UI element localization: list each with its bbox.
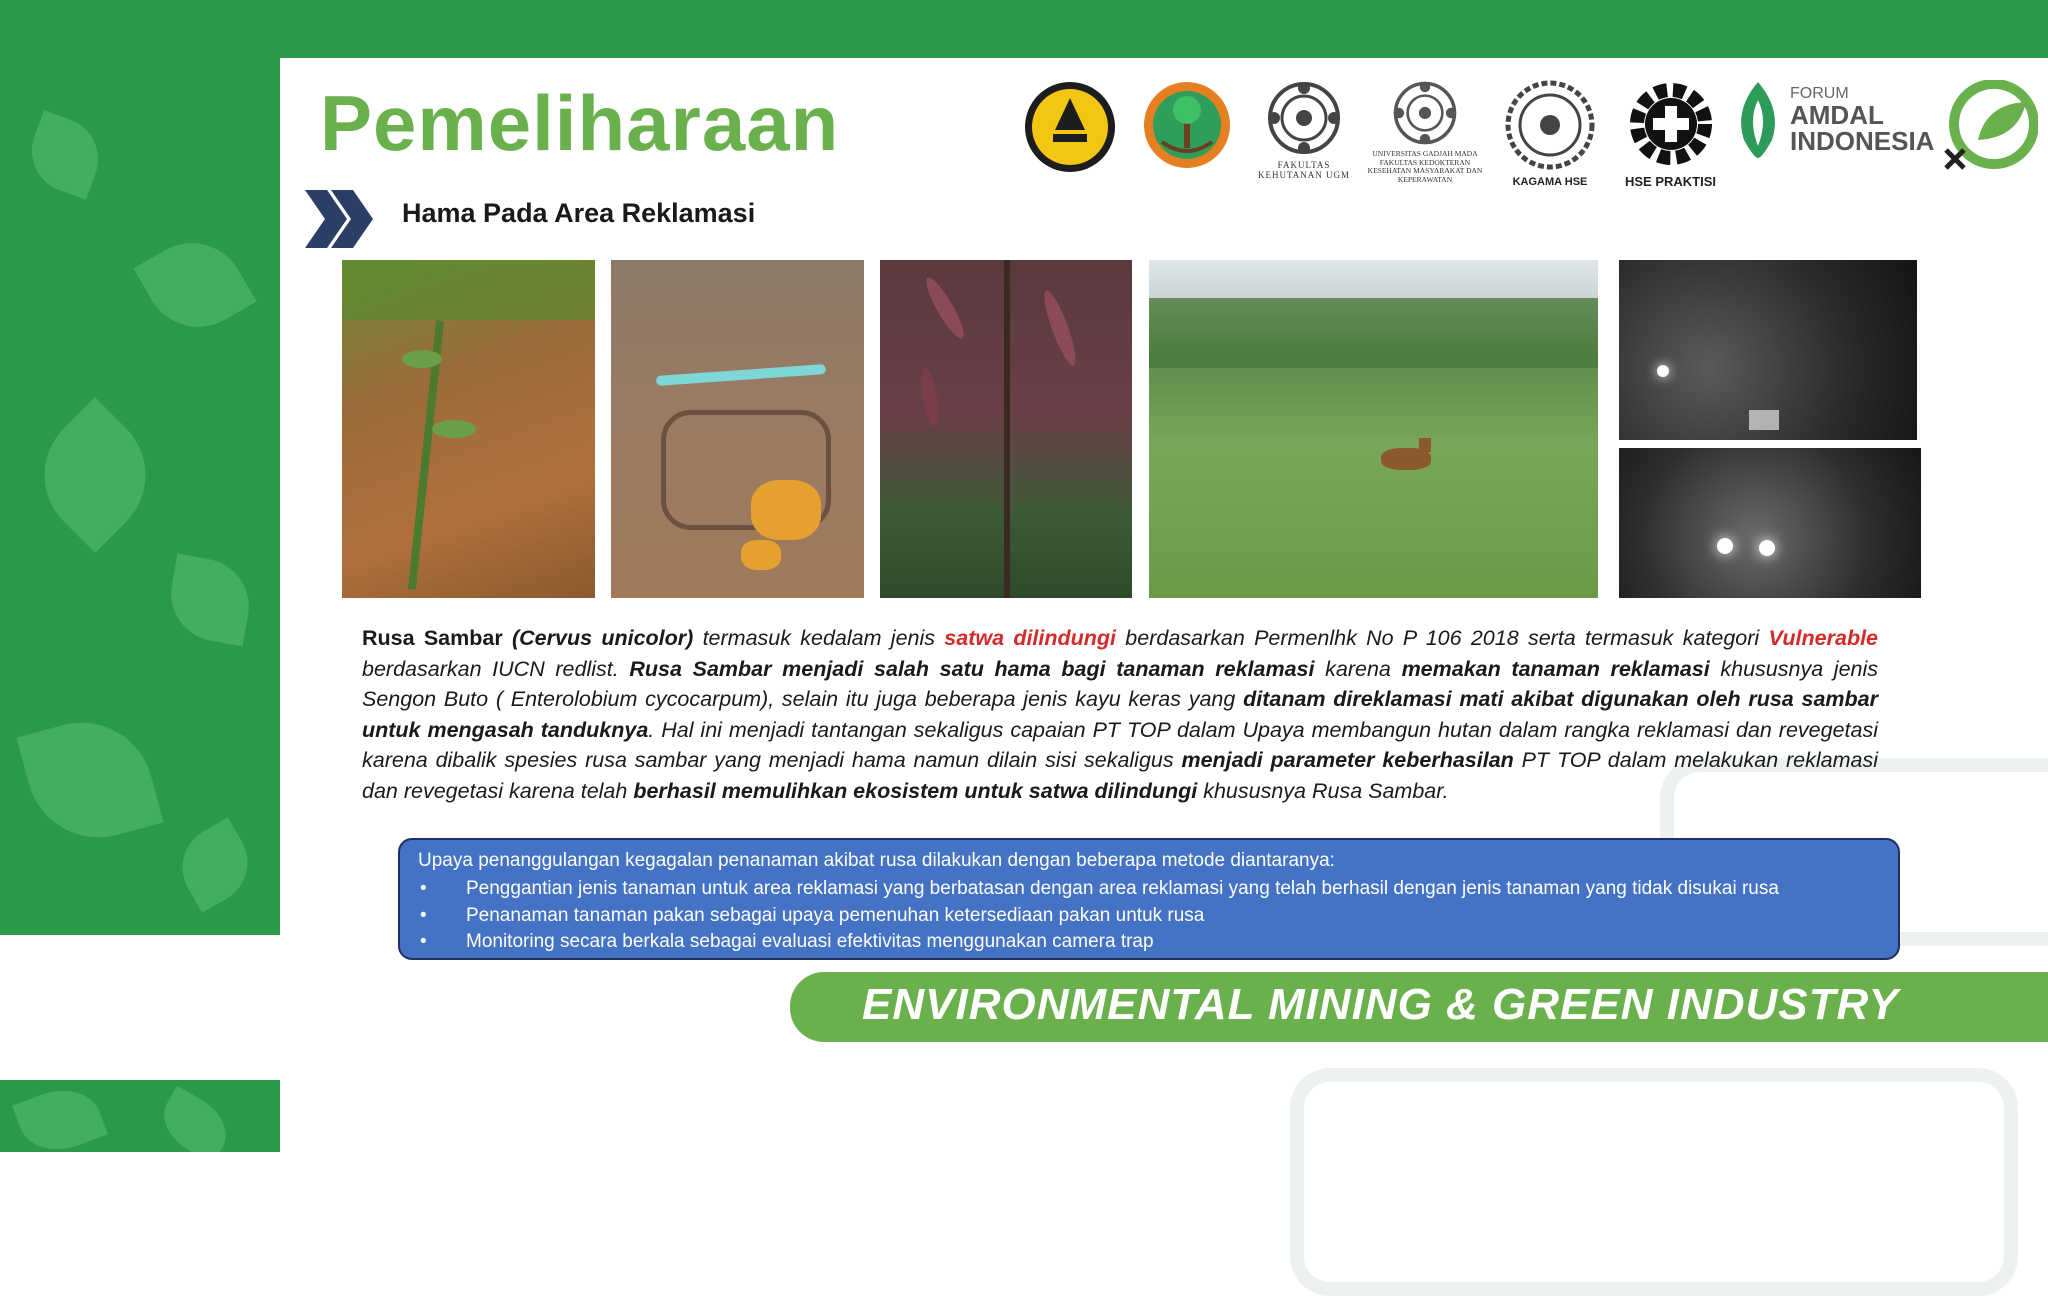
top-green-band [0, 0, 2048, 58]
mining-leaf-logo [1938, 80, 2038, 176]
klhk-logo [1142, 80, 1232, 170]
mitigation-box [398, 838, 1900, 960]
forum-amdal-indonesia-logo: FORUM AMDAL INDONESIA [1732, 80, 1934, 160]
mitigation-intro: Upaya penanggulangan kegagalan penanaman akibat rusa dilakukan dengan beberapa metode diantaranya: [418, 850, 1335, 871]
description-paragraph: Rusa Sambar (Cervus unicolor) termasuk kedalam jenis satwa dilindungi berdasarkan Permenlhk No P 106 2018 serta termasuk kategori Vulnerable berdasarkan IUCN redlist. Rusa Sambar menjadi salah satu hama bagi tanaman reklamasi karena memakan tanaman reklamasi khususnya jenis Sengon Buto ( Enterolobium cycocarpum), selain itu juga beberapa jenis kayu keras yang ditanam direklamasi mati akibat digunakan oleh rusa sambar untuk mengasah tanduknya. Hal ini menjadi tantangan sekaligus capaian PT TOP dalam Upaya membangun hutan dalam rangka reklamasi dan revegetasi karena dibalik spesies rusa sambar yang menjadi hama namun dilain sisi sekaligus menjadi parameter keberhasilan PT TOP dalam melakukan reklamasi dan revegetasi karena telah berhasil memulihkan ekosistem untuk satwa dilindungi khususnya Rusa Sambar. [362, 626, 1879, 803]
list-item: • Monitoring secara berkala sebagai evaluasi efektivitas menggunakan camera trap [418, 929, 1880, 956]
kagama-hse-logo: KAGAMA HSE [1505, 80, 1595, 188]
kementerian-esdm-logo [1023, 80, 1117, 174]
watermark-shape [1290, 1068, 2018, 1296]
photo-row [0, 260, 2048, 600]
left-green-panel-bottom [0, 1080, 280, 1152]
photo-stripped-tree [880, 260, 1132, 598]
list-item: • Penggantian jenis tanaman untuk area reklamasi yang berbatasan dengan area reklamasi yang telah berhasil dengan jenis tanaman yang tidak disukai rusa [418, 876, 1880, 903]
photo-camera-trap-2 [1619, 448, 1921, 598]
page-title: Pemeliharaan [320, 79, 840, 167]
chevron-double-icon [305, 190, 375, 248]
photo-sambar-deer-grassland [1149, 260, 1598, 598]
photo-deer-footprint [611, 260, 864, 598]
partner-logos [1020, 80, 2040, 200]
list-item: • Penanaman tanaman pakan sebagai upaya pemenuhan ketersediaan pakan untuk rusa [418, 903, 1880, 930]
mitigation-list [418, 876, 1880, 956]
footer-banner-text: ENVIRONMENTAL MINING & GREEN INDUSTRY [862, 980, 1899, 1029]
fakultas-kehutanan-ugm-logo: FAKULTAS KEHUTANAN UGM [1258, 80, 1350, 181]
section-subtitle: Hama Pada Area Reklamasi [402, 198, 756, 228]
hse-praktisi-logo: HSE PRAKTISI [1625, 80, 1716, 189]
photo-camera-trap-1 [1619, 260, 1917, 440]
photo-damaged-sapling [342, 260, 595, 598]
ugm-fkkmk-logo: UNIVERSITAS GADJAH MADA FAKULTAS KEDOKTERAN KESEHATAN MASYARAKAT DAN KEPERAWATAN [1355, 80, 1495, 185]
